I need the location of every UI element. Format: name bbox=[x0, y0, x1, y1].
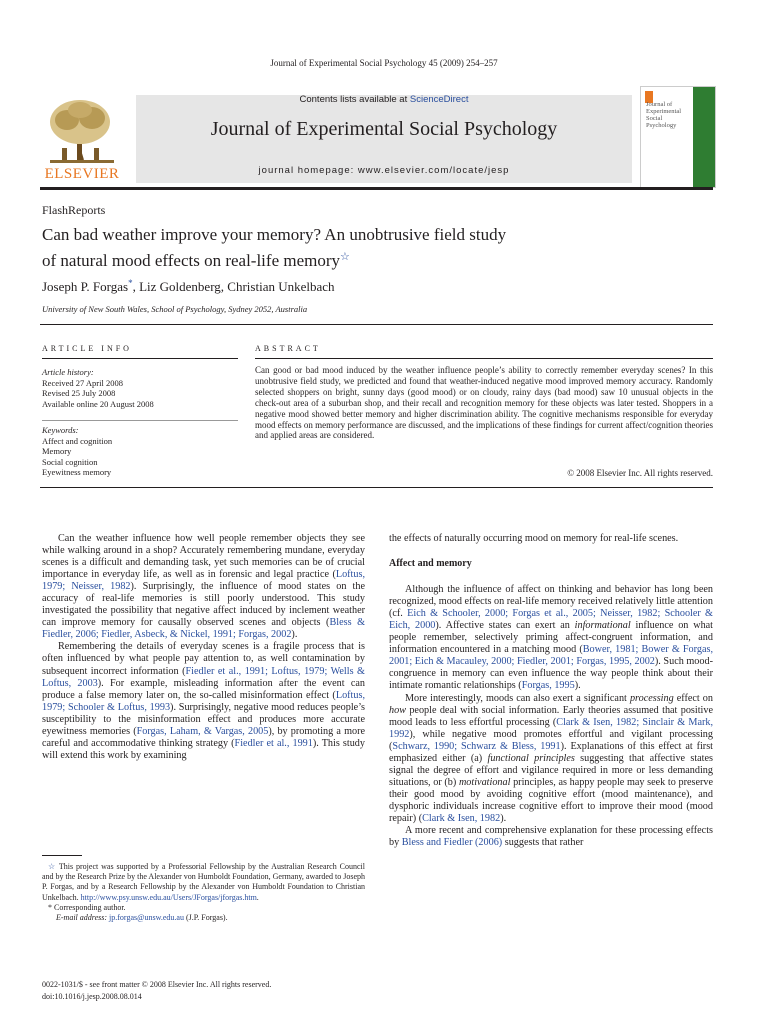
article-title bbox=[42, 224, 662, 272]
text-run: ). Such mood-congruence in memory can even influence the way people think about their intimate romantic relationships ( bbox=[389, 656, 713, 692]
text-run: ). Surprisingly, negative mood reduces people’s susceptibility to the misinformation effect and produces more accurate eyewitness memories ( bbox=[42, 701, 365, 737]
citation-link[interactable]: Fiedler et al., 1991; Loftus, 1979; Wells & Loftus, 2003 bbox=[42, 665, 365, 689]
text-run: . bbox=[256, 892, 259, 902]
author-homepage-link[interactable]: http://www.psy.unsw.edu.au/Users/JForgas/jforgas.htm bbox=[80, 892, 257, 902]
citation-link[interactable]: Bless & Fiedler, 2006; Fiedler, Asbeck, & Nickel, 1991; Forgas, 2002 bbox=[42, 617, 365, 641]
keyword-item: Social cognition bbox=[42, 456, 98, 467]
corresponding-author-mark[interactable]: * bbox=[128, 278, 133, 288]
footnote-star: ☆ bbox=[48, 862, 57, 871]
text-run: informational bbox=[574, 620, 631, 632]
text-run: ), while negative mood promotes effortful and vigilant processing ( bbox=[389, 728, 713, 752]
left-column bbox=[42, 533, 365, 762]
text-run: suggesting that affective states signal the degree of effort and vigilance required in more or less demanding situations, or (b) bbox=[389, 752, 713, 788]
text-run: Can the weather influence how well people remember objects they see while walking around in a shop? Accurately remembering mundane, everyday scenes is a difficult and demanding task, yet such memories can be of crucial importance in everyday life, as well as in forensic and legal practice ( bbox=[42, 533, 365, 581]
text-run: ). Surprisingly, the influence of mood states on the accuracy of real-life memories is still poorly understood. This study investigated the possibility that negative affect induced by inclement weather can improve memory for causally observed scenes and objects ( bbox=[42, 581, 365, 629]
keyword-item: Memory bbox=[42, 446, 72, 457]
text-run: ). bbox=[574, 680, 581, 692]
affect-paragraph-2 bbox=[389, 693, 713, 826]
text-run: ). Explanations of this effect at first emphasized either (a) bbox=[389, 740, 713, 764]
affect-paragraph-3 bbox=[389, 825, 713, 849]
affiliation: University of New South Wales, School of Psychology, Sydney 2052, Australia bbox=[42, 304, 308, 314]
elsevier-wordmark: ELSEVIER bbox=[44, 166, 120, 182]
text-run: motivational bbox=[458, 776, 511, 788]
text-run: More interestingly, moods can also exert a significant bbox=[405, 692, 630, 704]
author-list bbox=[42, 278, 335, 295]
citation-link[interactable]: Loftus, 1979; Neisser, 1982 bbox=[42, 569, 365, 593]
text-run: effect on bbox=[673, 692, 713, 704]
doi-line[interactable]: doi:10.1016/j.jesp.2008.08.014 bbox=[42, 992, 142, 1001]
issn-line: 0022-1031/$ - see front matter © 2008 Elsevier Inc. All rights reserved. bbox=[42, 980, 272, 989]
abstract-rule bbox=[255, 358, 713, 359]
journal-title: Journal of Experimental Social Psychology bbox=[210, 118, 558, 140]
journal-homepage[interactable]: journal homepage: www.elsevier.com/locate/jesp bbox=[258, 165, 510, 176]
article-info-rule bbox=[42, 358, 238, 359]
intro-paragraph-1 bbox=[42, 533, 365, 641]
email-footnote bbox=[42, 913, 365, 923]
sciencedirect-link[interactable]: ScienceDirect bbox=[409, 94, 469, 105]
keywords bbox=[42, 425, 238, 478]
email-label: E-mail address: bbox=[56, 913, 110, 923]
affect-paragraph-1 bbox=[389, 584, 713, 692]
section-label: FlashReports bbox=[42, 203, 106, 217]
heading-rule bbox=[40, 324, 713, 325]
text-run: people deal with social information. Early theories assumed that positive mood leads to less effortful processing ( bbox=[389, 704, 713, 728]
text-run: A more recent and comprehensive explanation for these processing effects by bbox=[389, 825, 713, 849]
citation-link[interactable]: Forgas, Laham, & Vargas, 2005 bbox=[136, 725, 269, 737]
citation-link[interactable]: Clark & Isen, 1982; Sinclair & Mark, 1992 bbox=[389, 716, 713, 740]
funding-footnote bbox=[42, 862, 365, 903]
citation-link[interactable]: Clark & Isen, 1982 bbox=[422, 812, 501, 824]
article-info-heading: ARTICLE INFO bbox=[42, 344, 132, 353]
keyword-item: Affect and cognition bbox=[42, 435, 113, 446]
title-line-2: of natural mood effects on real-life memory bbox=[42, 251, 341, 270]
citation-link[interactable]: Bower, 1981; Bower & Forgas, 2001; Eich & Macauley, 2000; Fiedler, 2001; Forgas, 1995, 2002 bbox=[389, 644, 713, 668]
text-run: principles, as happy people may seek to preserve their good mood by avoiding cognitive effort (mood maintenance), and dysphoric individuals increase cognitive effort to improve their mood (mood repair) ( bbox=[389, 776, 714, 824]
keyword-item: Eyewitness memory bbox=[42, 467, 112, 478]
abstract-heading: ABSTRACT bbox=[255, 344, 321, 353]
citation-link[interactable]: Loftus, 1979; Schooler & Loftus, 1993 bbox=[42, 689, 365, 713]
cover-title: Journal of Experimental Social Psychology bbox=[646, 101, 682, 129]
keywords-rule bbox=[42, 420, 238, 421]
journal-citation: Journal of Experimental Social Psychology 45 (2009) 254–257 bbox=[270, 58, 498, 68]
text-run: ). bbox=[291, 629, 298, 641]
footnote-rule bbox=[42, 855, 82, 856]
abstract-bottom-rule bbox=[40, 487, 713, 488]
text-run: processing bbox=[629, 692, 674, 704]
abstract-text: Can good or bad mood induced by the weather influence people’s ability to correctly remember everyday scenes? In this unobtrusive field study, we predicted and found that weather-induced negative mood improved memory accuracy. Randomly selected shoppers on bright, sunny days (good mood) or on cloudy, rainy days (bad mood) saw 10 unusual objects in the check-out area of a suburban shop, and their recall and recognition memory for these objects was later tested. Shoppers in a negative mood showed better memory and higher discrimination ability. The cognitive mechanisms responsible for everyday mood effects on memory performance are discussed, and the implications of these findings for current affect/cognition theories and applied areas are considered. bbox=[255, 365, 713, 441]
front-matter bbox=[42, 979, 271, 1003]
title-line-1: Can bad weather improve your memory? An unobtrusive field study bbox=[42, 225, 507, 244]
corresponding-mark: * bbox=[48, 902, 52, 912]
text-run: Corresponding author. bbox=[52, 902, 126, 912]
citation-link[interactable]: Schwarz, 1990; Schwarz & Bless, 1991 bbox=[392, 740, 561, 752]
journal-cover-thumbnail bbox=[640, 86, 716, 188]
article-history bbox=[42, 367, 238, 409]
header-rule bbox=[40, 187, 713, 190]
text-run: ). This study will extend this work by examining bbox=[42, 737, 365, 761]
footnotes bbox=[42, 862, 365, 923]
other-authors: , Liz Goldenberg, Christian Unkelbach bbox=[132, 279, 335, 294]
revised-date: Revised 25 July 2008 bbox=[42, 388, 116, 399]
text-run: suggests that rather bbox=[502, 837, 584, 849]
text-run: influence on what people remember, selectively priming affect-congruent information, and information encountered in a matching mood ( bbox=[389, 620, 714, 656]
text-run: ). bbox=[500, 812, 507, 824]
text-run: Remembering the details of everyday scenes is a fragile process that is often influenced by what people pay attention to, as well contamination by subsequent incorrect information ( bbox=[42, 641, 365, 677]
elsevier-logo bbox=[42, 90, 122, 185]
text-run: ). Affective states can exert an bbox=[435, 620, 575, 632]
text-run: how bbox=[389, 704, 406, 716]
text-run: functional principles bbox=[487, 752, 575, 764]
text-run: Although the influence of affect on thinking and behavior has long been recognized, mood effects on real-life memory received relatively little attention (cf. bbox=[389, 584, 713, 620]
text-run: ), by promoting a more careful and accommodative thinking strategy ( bbox=[42, 725, 366, 749]
contents-prefix: Contents lists available at bbox=[299, 94, 410, 105]
author-forgas: Joseph P. Forgas bbox=[42, 279, 129, 294]
title-footnote-star[interactable]: ☆ bbox=[340, 251, 350, 263]
text-run: This project was supported by a Professorial Fellowship by the Australian Research Council and by the Research Prize by the Alexander von Humboldt Foundation, Germany, awarded to Joseph P. Forgas, and by a Research Fellowship by the Alexander von Humboldt Foundation to Christian Unkelbach. bbox=[42, 862, 365, 902]
section-heading-affect-memory: Affect and memory bbox=[389, 558, 472, 570]
continued-paragraph: the effects of naturally occurring mood on memory for real-life scenes. bbox=[389, 533, 679, 544]
corresponding-footnote bbox=[42, 903, 365, 913]
citation-link[interactable]: Fiedler et al., 1991 bbox=[234, 737, 313, 749]
online-date: Available online 20 August 2008 bbox=[42, 398, 154, 409]
history-label: Article history: bbox=[42, 367, 94, 377]
keywords-label: Keywords: bbox=[42, 425, 79, 435]
received-date: Received 27 April 2008 bbox=[42, 377, 123, 388]
right-column bbox=[389, 533, 713, 849]
citation-link[interactable]: Bless and Fiedler (2006) bbox=[401, 837, 503, 849]
email-link[interactable]: jp.forgas@unsw.edu.au bbox=[109, 913, 184, 923]
citation-link[interactable]: Eich & Schooler, 2000; Forgas et al., 2005; Neisser, 1982; Schooler & Eich, 2000 bbox=[389, 608, 713, 632]
intro-paragraph-2 bbox=[42, 641, 365, 761]
citation-link[interactable]: Forgas, 1995 bbox=[521, 680, 575, 692]
abstract-copyright: © 2008 Elsevier Inc. All rights reserved. bbox=[567, 468, 713, 478]
text-run: ). For example, misleading information after the event can produce a false memory later on, the so-called misinformation effect ( bbox=[42, 677, 365, 701]
text-run: (J.P. Forgas). bbox=[183, 913, 228, 923]
contents-line bbox=[136, 94, 632, 105]
